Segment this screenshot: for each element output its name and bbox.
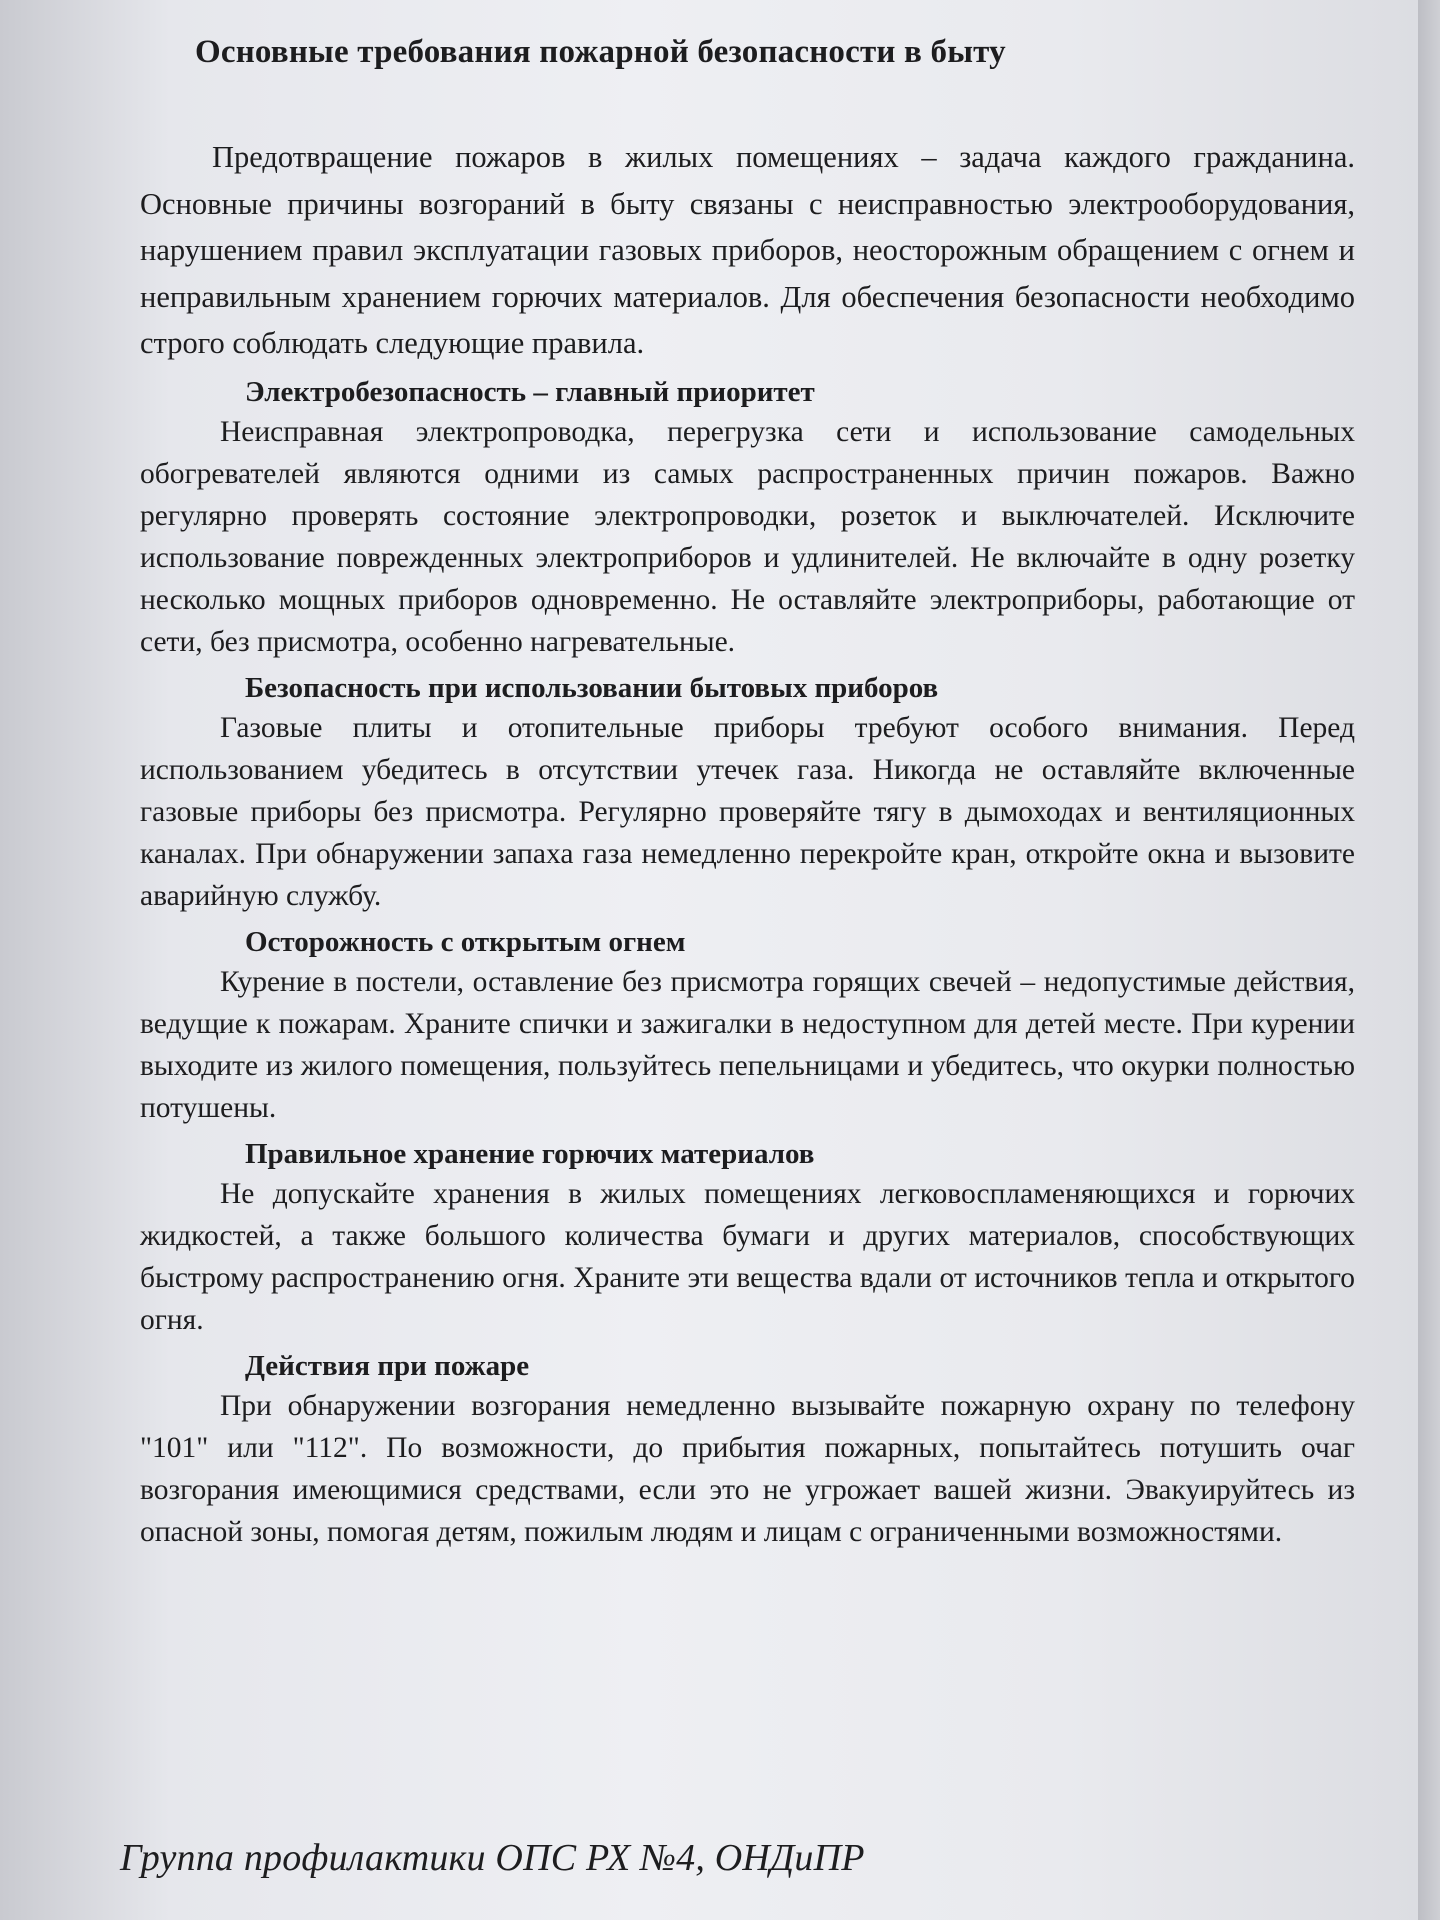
section-paragraph: Неисправная электропроводка, перегрузка сети и использование самодельных обогревателей являются одними из самых распространенных причин пожаров. Важно регулярно проверять состояние электропроводки, розеток и выключателей. Исключите использование поврежденных электроприборов и удлинителей. Не включайте в одну розетку несколько мощных приборов одновременно. Не оставляйте электроприборы, работающие от сети, без присмотра, особенно нагревательные.	[140, 415, 1355, 658]
section-open-fire	[140, 923, 1355, 1129]
section-paragraph: Не допускайте хранения в жилых помещениях легковоспламеняющихся и горючих жидкостей, а также большого количества бумаги и других материалов, способствующих быстрому распространению огня. Храните эти вещества вдали от источников тепла и открытого огня.	[140, 1177, 1355, 1336]
section-household-appliances	[140, 669, 1355, 917]
document-title: Основные требования пожарной безопасности в быту	[195, 34, 1006, 70]
section-heading: Электробезопасность – главный приоритет	[245, 375, 815, 408]
section-heading: Правильное хранение горючих материалов	[245, 1137, 815, 1170]
section-paragraph: Газовые плиты и отопительные приборы требуют особого внимания. Перед использованием убедитесь в отсутствии утечек газа. Никогда не оставляйте включенные газовые приборы без присмотра. Регулярно проверяйте тягу в дымоходах и вентиляционных каналах. При обнаружении запаха газа немедленно перекройте кран, откройте окна и вызовите аварийную службу.	[140, 711, 1355, 912]
document-content	[140, 28, 1355, 1553]
next-page-edge	[1418, 0, 1440, 1920]
section-heading: Действия при пожаре	[245, 1349, 530, 1382]
section-electrical-safety	[140, 373, 1355, 663]
intro-paragraph: Предотвращение пожаров в жилых помещениях – задача каждого гражданина. Основные причины возгораний в быту связаны с неисправностью электрооборудования, нарушением правил эксплуатации газовых приборов, неосторожным обращением с огнем и неправильным хранением горючих материалов. Для обеспечения безопасности необходимо строго соблюдать следующие правила.	[140, 140, 1355, 360]
document-footer-signature: Группа профилактики ОПС РХ №4, ОНДиПР	[120, 1837, 865, 1879]
section-heading: Безопасность при использовании бытовых приборов	[245, 671, 939, 704]
section-heading: Осторожность с открытым огнем	[245, 925, 686, 958]
section-paragraph: Курение в постели, оставление без присмотра горящих свечей – недопустимые действия, ведущие к пожарам. Храните спички и зажигалки в недоступном для детей месте. При курении выходите из жилого помещения, пользуйтесь пепельницами и убедитесь, что окурки полностью потушены.	[140, 965, 1355, 1124]
section-flammable-storage	[140, 1135, 1355, 1341]
section-fire-actions	[140, 1347, 1355, 1553]
section-paragraph: При обнаружении возгорания немедленно вызывайте пожарную охрану по телефону "101" или "112". По возможности, до прибытия пожарных, попытайтесь потушить очаг возгорания имеющимися средствами, если это не угрожает вашей жизни. Эвакуируйтесь из опасной зоны, помогая детям, пожилым людям и лицам с ограниченными возможностями.	[140, 1389, 1355, 1548]
